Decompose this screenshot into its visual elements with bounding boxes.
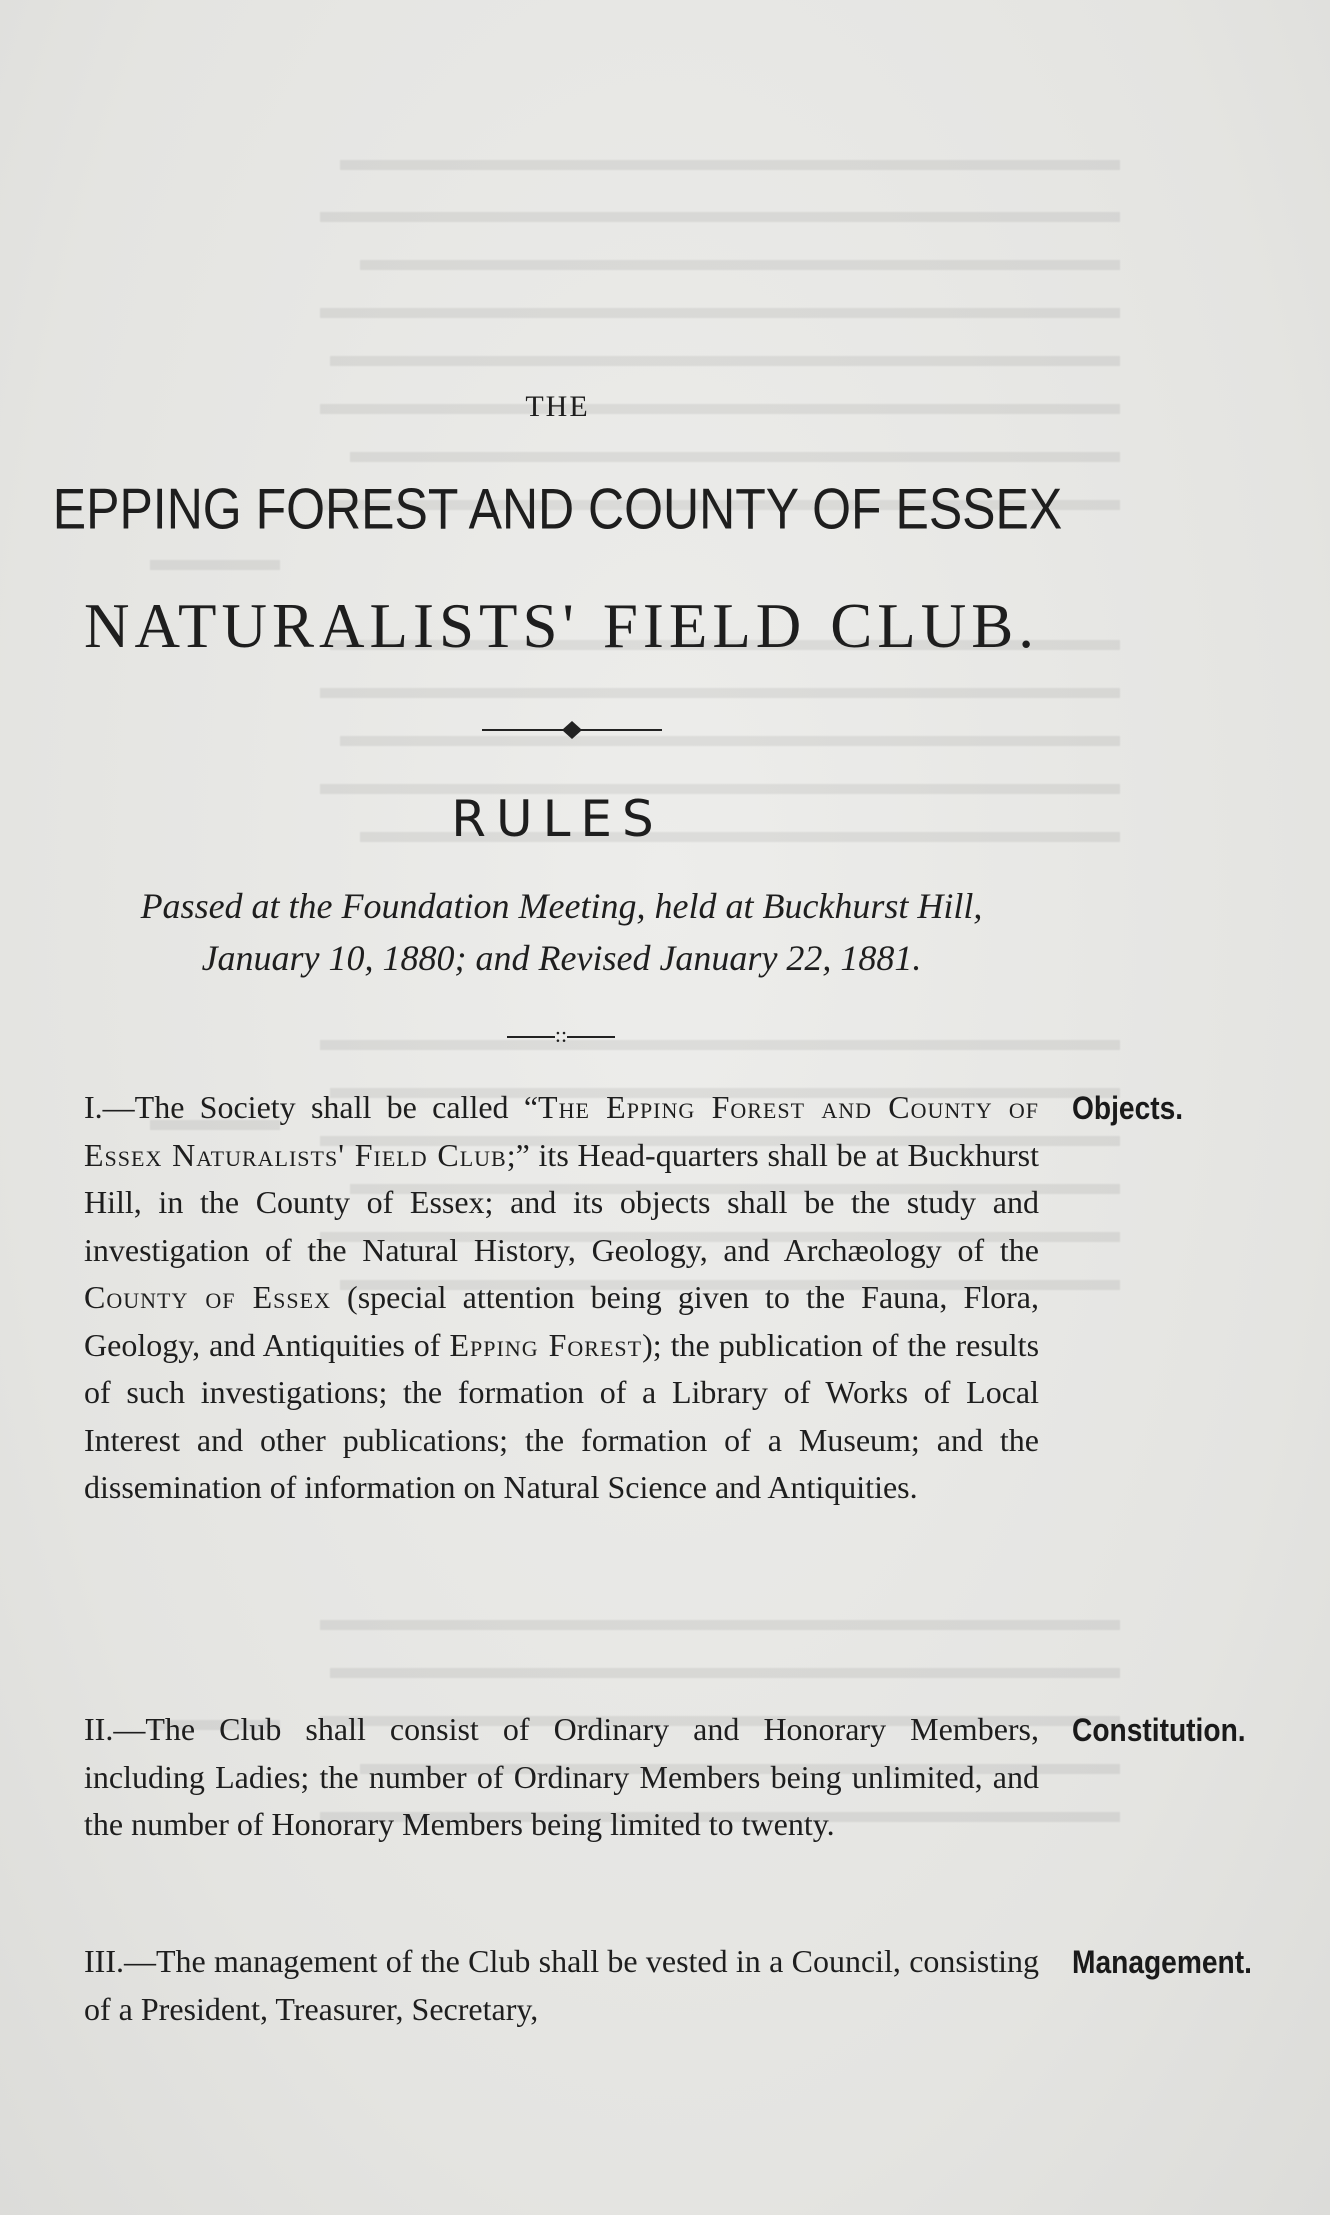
title-word: CLUB. [830, 591, 1039, 661]
passed-subtitle [84, 880, 1039, 984]
rule-2-paragraph: II.—The Club shall consist of Ordinary and Honorary Members, including Ladies; the number of Ordinary Members being unlimited, and the number of Honorary Members being limited to twenty. [84, 1711, 1039, 1842]
rule-1-text: ); the publication of the results of such investigations; the formation of a Library of Works of Local Interest and other publications; the formation of a Museum; and the dissemination of information on Natural Science and Antiquities. [84, 1326, 1040, 1505]
rule-1-paragraph [84, 1084, 1039, 1512]
title-word: FIELD [602, 591, 807, 661]
county-smallcaps: County of Essex [84, 1279, 331, 1315]
margin-note-constitution: Constitution. [1072, 1712, 1246, 1748]
heading-rules: RULES [451, 790, 664, 848]
divider-mark: :: [554, 1022, 568, 1047]
passed-line-2: January 10, 1880; and Revised January 22, 1881. [201, 938, 922, 978]
margin-note-objects: Objects. [1072, 1090, 1184, 1126]
forest-smallcaps: Epping Forest [449, 1326, 643, 1363]
passed-line-1: Passed at the Foundation Meeting, held at Buckhurst Hill, [140, 886, 983, 926]
heading-the: THE [525, 390, 590, 423]
rule-1-text: ;” its Head-quarters shall be at Buckhurst Hill, in the County of Essex; and its objects shall be the study and investigation of the Natural History, Geology, and Archæology of the [84, 1136, 1040, 1268]
rule-1-text: I.—The Society shall be called “ [84, 1089, 539, 1125]
title-epping-forest: EPPING FOREST AND COUNTY OF ESSEX [52, 476, 1063, 542]
ornament-diamond-rule [482, 718, 662, 742]
divider-line [567, 1036, 615, 1038]
title-naturalists-field-club [84, 590, 1039, 663]
rule-1-text: (special attention being given to the Fauna, Flora, Geology, and Antiquities of [84, 1279, 1039, 1363]
section-divider [484, 1022, 638, 1048]
margin-note-management: Management. [1072, 1944, 1252, 1980]
title-word: NATURALISTS' [84, 591, 579, 661]
divider-line [507, 1036, 555, 1038]
rule-3-paragraph: III.—The management of the Club shall be vested in a Council, consisting of a President, Treasurer, Secretary, [84, 1943, 1039, 2027]
club-name-smallcaps: The Epping Forest and County of Essex Naturalists' Field Club [84, 1089, 1039, 1173]
